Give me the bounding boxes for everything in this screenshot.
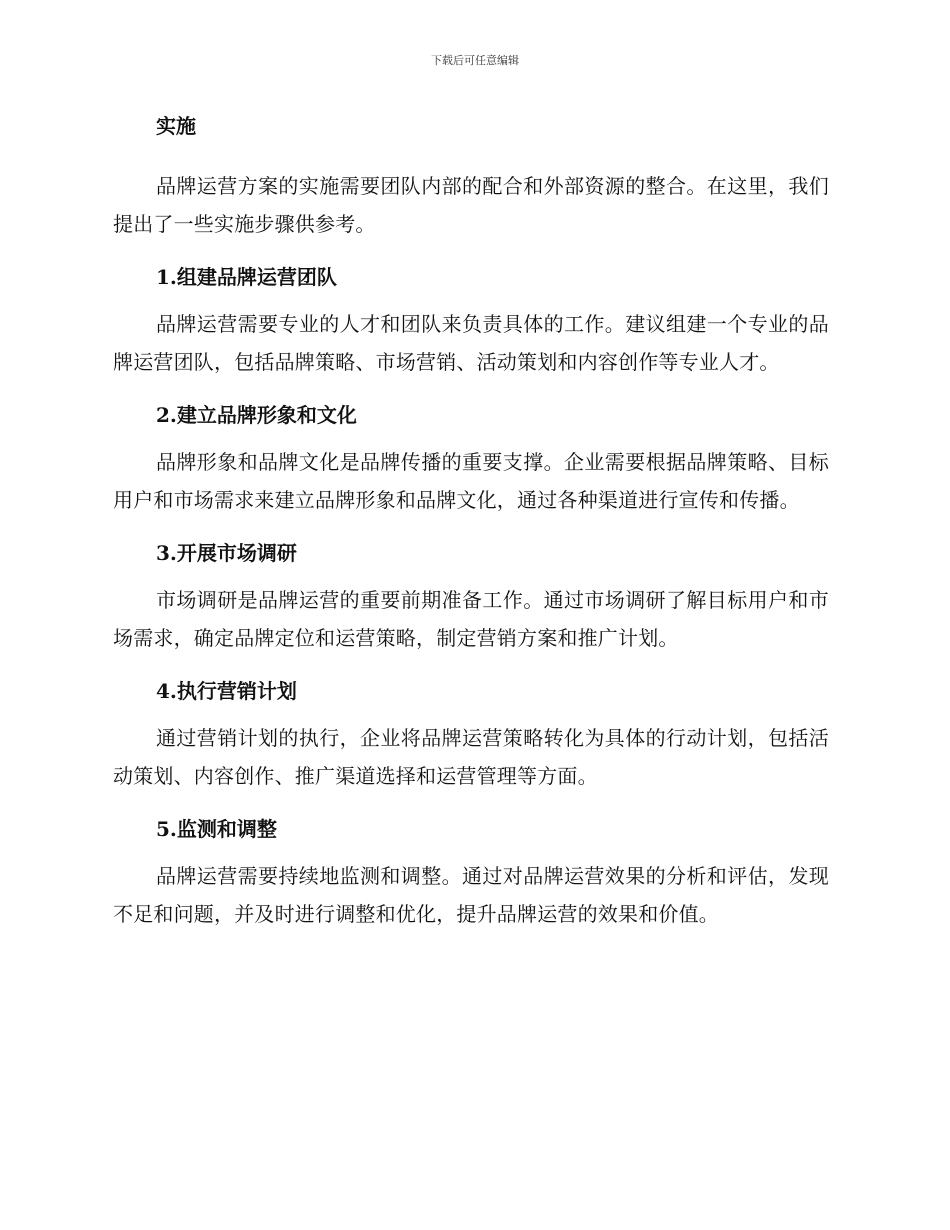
step-heading: 4.执行营销计划 — [156, 679, 297, 703]
step-2 — [113, 398, 829, 519]
step-1 — [113, 260, 829, 381]
document-body — [113, 108, 829, 950]
page-header: 下载后可任意编辑 — [431, 54, 519, 67]
step-heading: 1.组建品牌运营团队 — [156, 265, 337, 289]
step-4 — [113, 674, 829, 795]
step-5 — [113, 812, 829, 933]
step-paragraph: 品牌运营需要持续地监测和调整。通过对品牌运营效果的分析和评估，发现不足和问题，并及时进行调整和优化，提升品牌运营的效果和价值。 — [113, 864, 829, 926]
intro-paragraph: 品牌运营方案的实施需要团队内部的配合和外部资源的整合。在这里，我们提出了一些实施步骤供参考。 — [113, 174, 829, 236]
step-paragraph: 市场调研是品牌运营的重要前期准备工作。通过市场调研了解目标用户和市场需求，确定品牌定位和运营策略，制定营销方案和推广计划。 — [113, 588, 829, 650]
step-paragraph: 品牌形象和品牌文化是品牌传播的重要支撑。企业需要根据品牌策略、目标用户和市场需求来建立品牌形象和品牌文化，通过各种渠道进行宣传和传播。 — [113, 450, 829, 512]
step-paragraph: 品牌运营需要专业的人才和团队来负责具体的工作。建议组建一个专业的品牌运营团队，包括品牌策略、市场营销、活动策划和内容创作等专业人才。 — [113, 312, 829, 374]
step-heading: 2.建立品牌形象和文化 — [156, 403, 357, 427]
step-heading: 5.监测和调整 — [156, 817, 277, 841]
step-paragraph: 通过营销计划的执行，企业将品牌运营策略转化为具体的行动计划，包括活动策划、内容创作、推广渠道选择和运营管理等方面。 — [113, 726, 829, 788]
step-heading: 3.开展市场调研 — [156, 541, 297, 565]
section-title: 实施 — [156, 114, 196, 138]
step-3 — [113, 536, 829, 657]
